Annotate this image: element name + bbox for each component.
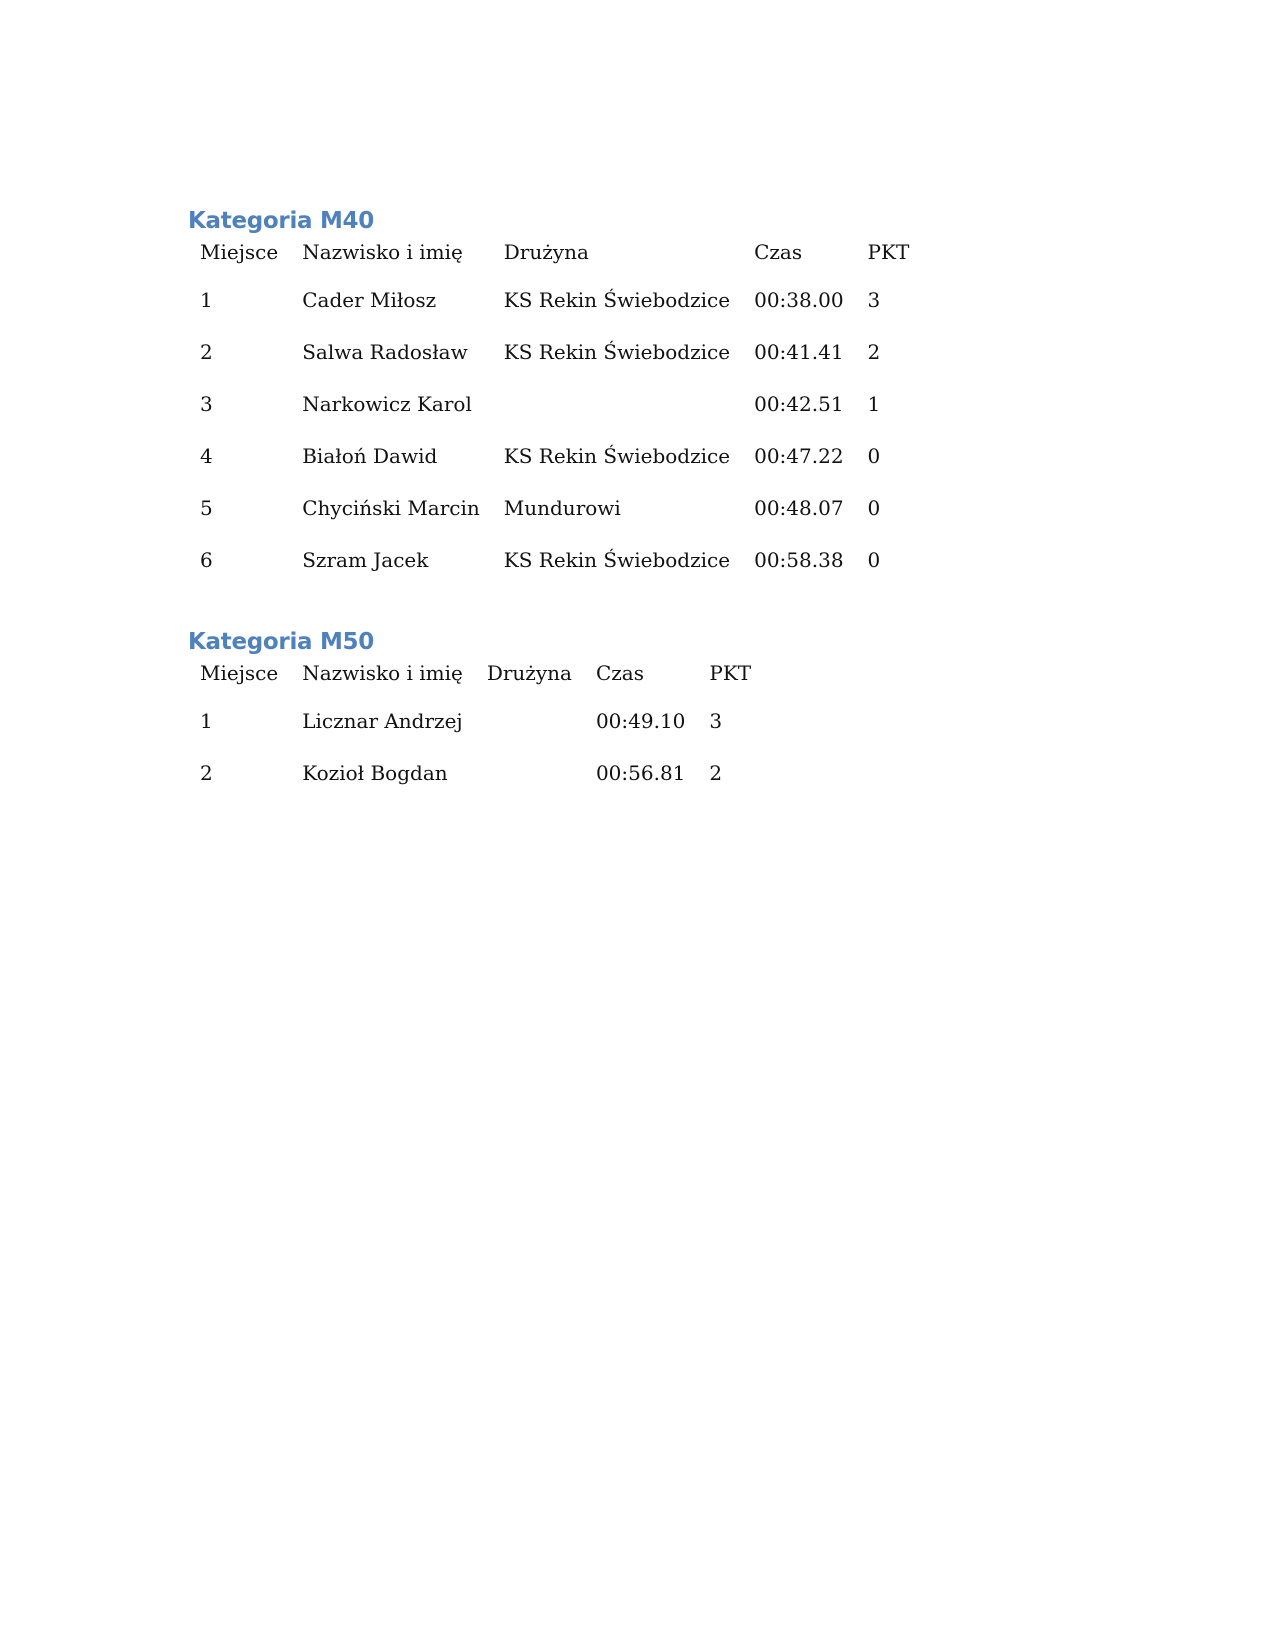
cell-name: Białoń Dawid [302,444,438,468]
cell-time: 00:58.38 [754,548,844,572]
table-row [188,378,921,430]
cell-team: Mundurowi [503,496,621,520]
category-m50-section [188,627,763,799]
cell-name: Cader Miłosz [302,288,437,312]
cell-team: KS Rekin Świebodzice [503,548,731,572]
cell-team: KS Rekin Świebodzice [503,444,731,468]
category-title: Kategoria M40 [188,208,374,234]
cell-points: 3 [867,288,881,312]
cell-team [475,689,584,747]
cell-place: 2 [200,340,213,364]
header-points: PKT [867,240,910,264]
cell-place: 3 [200,392,213,416]
cell-place: 5 [200,496,213,520]
cell-points: 3 [709,709,723,733]
table-row [188,326,921,378]
cell-name: Narkowicz Karol [302,392,472,416]
header-team: Drużyna [486,661,572,685]
cell-place: 1 [200,709,213,733]
cell-time: 00:47.22 [754,444,844,468]
cell-points: 0 [867,444,881,468]
cell-team [492,378,742,430]
table-row [188,689,763,747]
cell-place: 4 [200,444,213,468]
header-place: Miejsce [200,661,279,685]
cell-team [475,747,584,799]
cell-time: 00:49.10 [595,709,686,733]
cell-time: 00:42.51 [754,392,844,416]
table-header-row [188,236,921,268]
table-row [188,482,921,534]
cell-time: 00:41.41 [754,340,844,364]
header-team: Drużyna [503,240,589,264]
cell-place: 6 [200,548,213,572]
header-name: Nazwisko i imię [302,661,463,685]
cell-points: 1 [867,392,881,416]
results-table-m50 [188,657,763,799]
cell-team: KS Rekin Świebodzice [503,288,731,312]
cell-time: 00:56.81 [595,761,686,785]
cell-name: Kozioł Bogdan [302,761,448,785]
category-m40-section [188,206,921,586]
header-time: Czas [754,240,803,264]
table-row [188,268,921,326]
cell-time: 00:38.00 [754,288,844,312]
cell-name: Szram Jacek [302,548,429,572]
table-header-row [188,657,763,689]
category-title: Kategoria M50 [188,629,374,655]
header-name: Nazwisko i imię [302,240,463,264]
cell-team: KS Rekin Świebodzice [503,340,731,364]
results-table-m40 [188,236,921,586]
cell-name: Chyciński Marcin [302,496,480,520]
cell-name: Salwa Radosław [302,340,468,364]
cell-points: 2 [709,761,723,785]
cell-place: 1 [200,288,213,312]
cell-name: Licznar Andrzej [302,709,463,733]
header-place: Miejsce [200,240,279,264]
table-row [188,430,921,482]
cell-time: 00:48.07 [754,496,844,520]
table-row [188,747,763,799]
header-points: PKT [709,661,752,685]
cell-points: 0 [867,548,881,572]
cell-points: 0 [867,496,881,520]
header-time: Czas [595,661,644,685]
cell-place: 2 [200,761,213,785]
cell-points: 2 [867,340,881,364]
table-row [188,534,921,586]
